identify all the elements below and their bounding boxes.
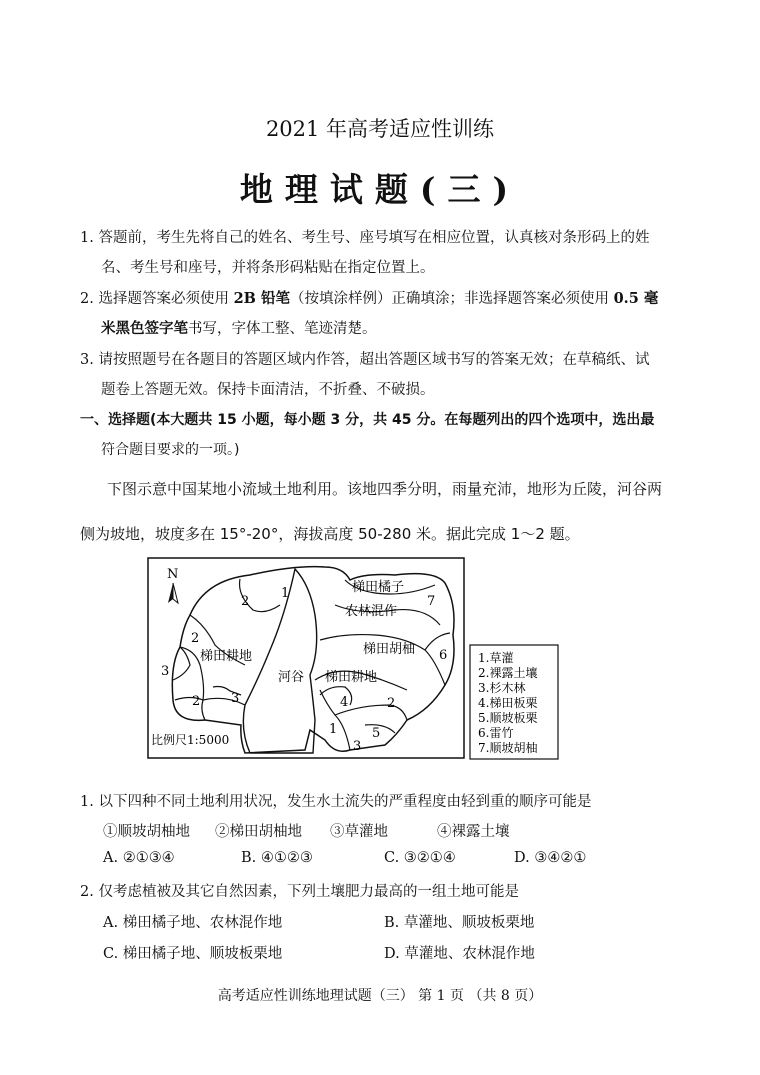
map-number: 7 xyxy=(427,594,436,609)
question-1-option-b[interactable]: B. ④①②③ xyxy=(241,850,313,866)
label-hegu: 河谷 xyxy=(278,670,305,685)
map-number: 5 xyxy=(372,726,381,741)
instruction-2-line-2 xyxy=(101,317,377,338)
question-2-option-c[interactable]: C. 梯田橘子地、顺坡板栗地 xyxy=(103,946,283,962)
legend-item: 4.梯田板栗 xyxy=(478,696,538,710)
intro-line-1: 下图示意中国某地小流域土地利用。该地四季分明，雨量充沛，地形为丘陵，河谷两 xyxy=(107,480,663,498)
instruction-3-line-1: 3. 请按照题号在各题目的答题区域内作答，超出答题区域书写的答案无效；在草稿纸、试 xyxy=(80,352,650,368)
map-frame xyxy=(148,558,464,758)
legend-item: 1.草灌 xyxy=(478,651,514,665)
instruction-2-part-f: 书写，字体工整、笔迹清楚。 xyxy=(188,321,377,337)
legend-item: 3.杉木林 xyxy=(478,681,526,695)
question-1-option-d[interactable]: D. ③④②① xyxy=(514,850,587,866)
label-nonglin: 农林混作 xyxy=(345,604,398,619)
instruction-1-line-2: 名、考生号和座号，并将条形码粘贴在指定位置上。 xyxy=(101,260,435,276)
river-valley xyxy=(243,569,316,753)
question-1-item-3: ③草灌地 xyxy=(330,824,388,840)
question-1-item-1: ①顺坡胡柚地 xyxy=(103,824,190,840)
north-arrow-outline-icon xyxy=(173,583,178,603)
instruction-3-line-2: 题卷上答题无效。保持卡面清洁，不折叠、不破损。 xyxy=(101,382,435,398)
question-1-stem: 1. 以下四种不同土地利用状况，发生水土流失的严重程度由轻到重的顺序可能是 xyxy=(80,794,592,810)
map-number: 1 xyxy=(281,586,290,601)
map-number: 2 xyxy=(387,696,396,711)
instruction-2-line-1 xyxy=(80,287,658,308)
question-1-option-c[interactable]: C. ③②①④ xyxy=(384,850,456,866)
page-footer: 高考适应性训练地理试题（三） 第 1 页 （共 8 页） xyxy=(217,988,543,1004)
north-label: N xyxy=(167,567,179,582)
north-arrow-icon xyxy=(168,583,173,603)
instruction-2-part-d: 0.5 毫 xyxy=(613,290,659,307)
section-heading-line-2: 符合题目要求的一项。) xyxy=(101,442,240,458)
legend-item: 2.裸露土壤 xyxy=(478,666,538,680)
question-2-option-a[interactable]: A. 梯田橘子地、农林混作地 xyxy=(103,915,283,931)
paper-title: 2021 年高考适应性训练 xyxy=(265,117,495,141)
question-1-item-2: ②梯田胡柚地 xyxy=(215,824,302,840)
instruction-2-part-c: （按填涂样例）正确填涂；非选择题答案必须使用 xyxy=(289,291,614,307)
section-heading-line-1: 一、选择题(本大题共 15 小题，每小题 3 分，共 45 分。在每题列出的四个选项中，选出最 xyxy=(80,412,655,428)
intro-line-2: 侧为坡地，坡度多在 15°-20°，海拔高度 50-280 米。据此完成 1～2 题。 xyxy=(80,525,580,543)
legend-item: 5.顺坡板栗 xyxy=(478,711,538,725)
parcel-line xyxy=(173,647,190,680)
map-number: 2 xyxy=(192,694,201,709)
question-1-item-4: ④裸露土壤 xyxy=(437,824,510,840)
map-number: 1 xyxy=(329,722,338,737)
question-2-stem: 2. 仅考虑植被及其它自然因素，下列土壤肥力最高的一组土地可能是 xyxy=(80,884,519,900)
scale-label: 比例尺1:5000 xyxy=(151,733,230,747)
label-tiantian-gengdi-left: 梯田耕地 xyxy=(200,649,253,664)
map-number: 2 xyxy=(241,594,250,609)
paper-subtitle: 地理试题(三) xyxy=(239,170,521,209)
instruction-2-part-b: 2B 铅笔 xyxy=(233,290,290,307)
map-number: 2 xyxy=(191,631,200,646)
map-number: 4 xyxy=(340,695,349,710)
map-number: 3 xyxy=(161,664,170,679)
map-number: 3 xyxy=(231,691,240,706)
question-2-option-d[interactable]: D. 草灌地、农林混作地 xyxy=(384,946,535,962)
land-use-map xyxy=(145,555,565,765)
instruction-2-part-a: 2. 选择题答案必须使用 xyxy=(80,291,234,307)
instruction-1-line-1: 1. 答题前，考生先将自己的姓名、考生号、座号填写在相应位置，认真核对条形码上的姓 xyxy=(80,230,650,246)
instruction-2-part-e: 米黑色签字笔 xyxy=(101,320,188,337)
label-tiantian-huyou: 梯田胡柚 xyxy=(363,642,416,657)
question-1-option-a[interactable]: A. ②①③④ xyxy=(103,850,175,866)
label-tiantian-juzi: 梯田橘子 xyxy=(352,580,405,595)
question-2-option-b[interactable]: B. 草灌地、顺坡板栗地 xyxy=(384,915,535,931)
legend-item: 6.雷竹 xyxy=(478,726,514,740)
legend-item: 7.顺坡胡柚 xyxy=(478,741,538,755)
map-number: 6 xyxy=(439,648,448,663)
label-tiantian-gengdi-mid: 梯田耕地 xyxy=(325,670,378,685)
map-number: 3 xyxy=(353,739,362,754)
